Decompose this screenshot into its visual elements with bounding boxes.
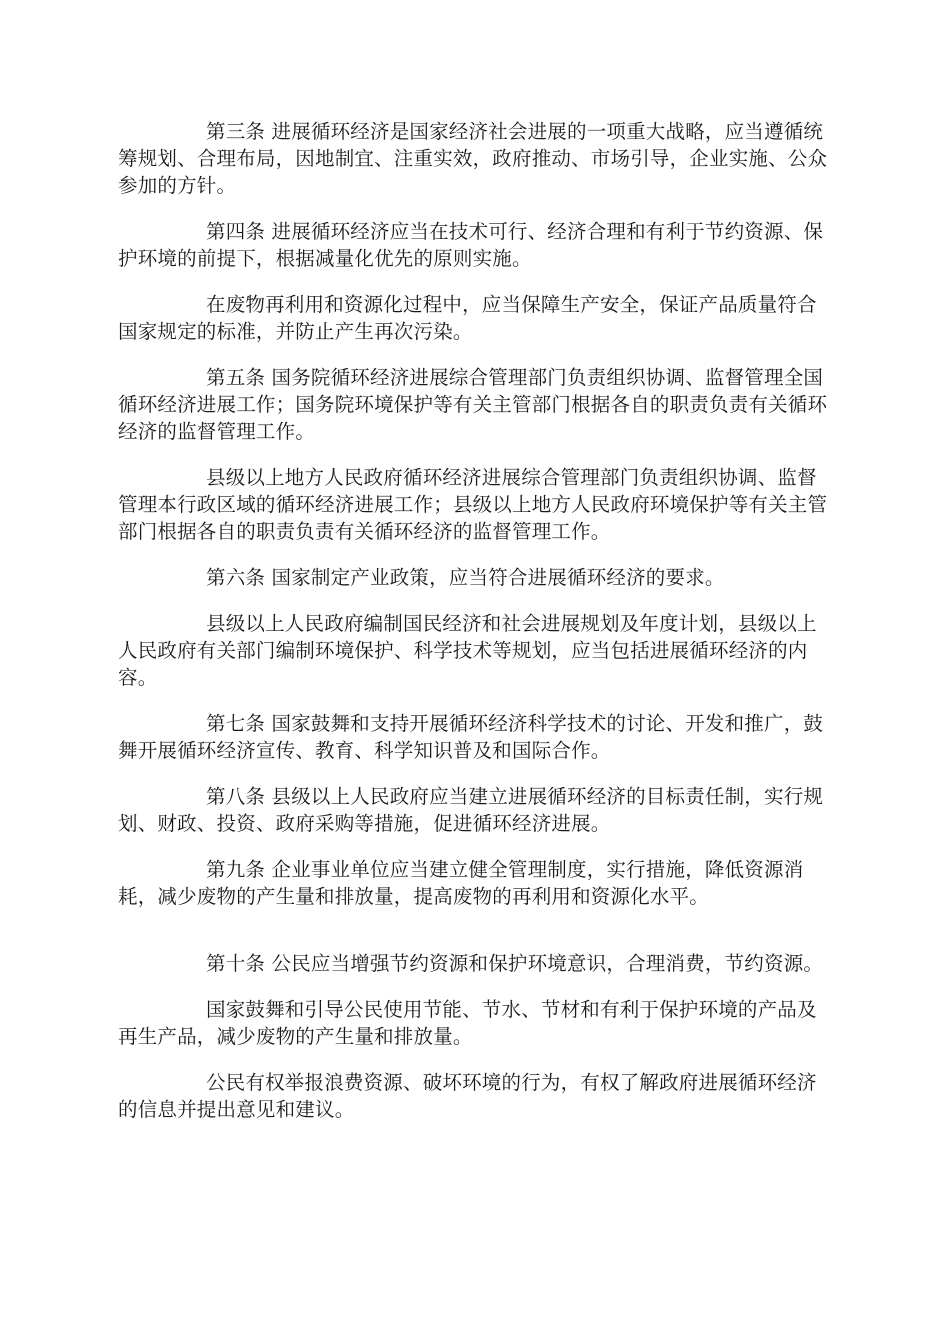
- paragraph-article-10: 第十条 公民应当增强节约资源和保护环境意识，合理消费，节约资源。: [206, 952, 824, 975]
- paragraph-article-5: 第五条 国务院循环经济进展综合管理部门负责组织协调、监督管理全国循环经济进展工作；国务院环境保护等有关主管部门根据各自的职责负责有关循环经济的监督管理工作。: [118, 366, 828, 443]
- paragraph-article-7: 第七条 国家鼓舞和支持开展循环经济科学技术的讨论、开发和推广，鼓舞开展循环经济宣传、教育、科学知识普及和国际合作。: [118, 712, 824, 762]
- paragraph-article-6-cont: 县级以上人民政府编制国民经济和社会进展规划及年度计划，县级以上人民政府有关部门编制环境保护、科学技术等规划，应当包括进展循环经济的内容。: [118, 612, 817, 689]
- paragraph-article-4-cont: 在废物再利用和资源化过程中，应当保障生产安全，保证产品质量符合国家规定的标准，并防止产生再次污染。: [118, 293, 817, 343]
- document-page: [118, 118, 834, 1142]
- paragraph-article-6: 第六条 国家制定产业政策，应当符合进展循环经济的要求。: [206, 566, 725, 589]
- paragraph-article-5-cont: 县级以上地方人民政府循环经济进展综合管理部门负责组织协调、监督管理本行政区域的循环经济进展工作；县级以上地方人民政府环境保护等有关主管部门根据各自的职责负责有关循环经济的监督管理工作。: [118, 466, 828, 543]
- paragraph-article-10-cont-1: 国家鼓舞和引导公民使用节能、节水、节材和有利于保护环境的产品及再生产品，减少废物的产生量和排放量。: [118, 998, 817, 1048]
- paragraph-article-10-cont-2: 公民有权举报浪费资源、破坏环境的行为，有权了解政府进展循环经济的信息并提出意见和建议。: [118, 1071, 817, 1121]
- paragraph-article-3: 第三条 进展循环经济是国家经济社会进展的一项重大战略，应当遵循统筹规划、合理布局，因地制宜、注重实效，政府推动、市场引导，企业实施、公众参加的方针。: [118, 120, 828, 197]
- paragraph-article-9: 第九条 企业事业单位应当建立健全管理制度，实行措施，降低资源消耗，减少废物的产生量和排放量，提高废物的再利用和资源化水平。: [118, 858, 804, 908]
- paragraph-article-4: 第四条 进展循环经济应当在技术可行、经济合理和有利于节约资源、保护环境的前提下，根据减量化优先的原则实施。: [118, 220, 824, 270]
- paragraph-article-8: 第八条 县级以上人民政府应当建立进展循环经济的目标责任制，实行规划、财政、投资、政府采购等措施，促进循环经济进展。: [118, 785, 824, 835]
